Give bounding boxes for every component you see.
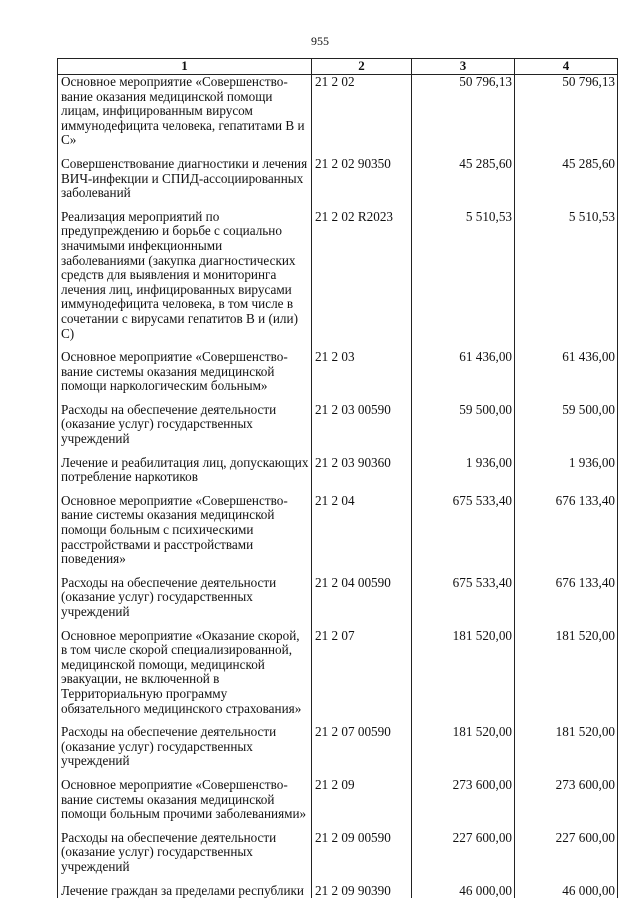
row-code-cell: 21 2 03 90360 [312, 456, 412, 485]
row-name-cell: Лечение и реабилитация лиц, допускающих потребление наркотиков [58, 456, 312, 485]
column-header-3: 3 [412, 59, 515, 75]
row-value-col3: 50 796,13 [412, 75, 515, 148]
row-name-cell: Основное мероприятие «Совершенство-вание системы оказания медицинской помощи наркологическим больным» [58, 350, 312, 394]
row-value-col3: 45 285,60 [412, 157, 515, 201]
table-row [58, 629, 618, 717]
row-value-col4: 45 285,60 [515, 157, 618, 201]
row-name-cell: Реализация мероприятий по предупреждению и борьбе с социально значимыми инфекционными заболеваниями (закупка диагностических средств для выявления и мониторинга лечения лиц, инфицированных вирусами иммунодефицита человека, в том числе в сочетании с вирусами гепатитов В и (или) С) [58, 210, 312, 341]
row-name-cell: Основное мероприятие «Совершенство-вание оказания медицинской помощи лицам, инфицированным вирусом иммунодефицита человека, гепатитами В и С» [58, 75, 312, 148]
row-value-col4: 50 796,13 [515, 75, 618, 148]
row-code-cell: 21 2 04 00590 [312, 576, 412, 620]
row-code-cell: 21 2 09 00590 [312, 831, 412, 875]
row-value-col3: 181 520,00 [412, 629, 515, 717]
row-name-cell: Расходы на обеспечение деятельности (оказание услуг) государственных учреждений [58, 576, 312, 620]
row-value-col4: 181 520,00 [515, 629, 618, 717]
table-row [58, 831, 618, 875]
column-header-2: 2 [312, 59, 412, 75]
column-header-4: 4 [515, 59, 618, 75]
row-code-cell: 21 2 02 [312, 75, 412, 148]
row-value-col4: 61 436,00 [515, 350, 618, 394]
table-row [58, 456, 618, 485]
row-code-cell: 21 2 03 00590 [312, 403, 412, 447]
row-value-col4: 1 936,00 [515, 456, 618, 485]
page-number: 955 [311, 34, 329, 48]
row-code-cell: 21 2 07 [312, 629, 412, 717]
table-body [58, 75, 618, 899]
table-row [58, 403, 618, 447]
row-value-col4: 676 133,40 [515, 494, 618, 567]
table-row [58, 778, 618, 822]
row-name-cell: Основное мероприятие «Совершенство-вание системы оказания медицинской помощи больным прочими заболеваниями» [58, 778, 312, 822]
table-row [58, 350, 618, 394]
row-name-cell: Расходы на обеспечение деятельности (оказание услуг) государственных учреждений [58, 831, 312, 875]
column-header-1: 1 [58, 59, 312, 75]
row-value-col3: 227 600,00 [412, 831, 515, 875]
row-code-cell: 21 2 02 90350 [312, 157, 412, 201]
budget-table [57, 58, 618, 898]
row-value-col3: 1 936,00 [412, 456, 515, 485]
row-value-col4: 59 500,00 [515, 403, 618, 447]
table-header [58, 59, 618, 75]
row-value-col3: 273 600,00 [412, 778, 515, 822]
row-value-col4: 676 133,40 [515, 576, 618, 620]
row-value-col4: 5 510,53 [515, 210, 618, 341]
row-value-col3: 675 533,40 [412, 494, 515, 567]
row-name-cell: Расходы на обеспечение деятельности (оказание услуг) государственных учреждений [58, 725, 312, 769]
table-row [58, 494, 618, 567]
row-name-cell: Основное мероприятие «Оказание скорой, в том числе скорой специализированной, медицинской помощи, медицинской эвакуации, не включенной в Территориальную программу обязательного медицинского страхования» [58, 629, 312, 717]
row-code-cell: 21 2 09 90390 [312, 884, 412, 899]
row-name-cell: Лечение граждан за пределами республики [58, 884, 312, 899]
table-row [58, 75, 618, 148]
row-value-col4: 273 600,00 [515, 778, 618, 822]
row-code-cell: 21 2 07 00590 [312, 725, 412, 769]
row-value-col3: 59 500,00 [412, 403, 515, 447]
table-row [58, 210, 618, 341]
table-row [58, 725, 618, 769]
table-row [58, 157, 618, 201]
row-name-cell: Основное мероприятие «Совершенство-вание системы оказания медицинской помощи больным с психическими расстройствами и расстройствами поведения» [58, 494, 312, 567]
row-value-col4: 46 000,00 [515, 884, 618, 899]
row-value-col3: 61 436,00 [412, 350, 515, 394]
table-row [58, 576, 618, 620]
row-value-col3: 46 000,00 [412, 884, 515, 899]
row-name-cell: Расходы на обеспечение деятельности (оказание услуг) государственных учреждений [58, 403, 312, 447]
table-row [58, 884, 618, 899]
row-code-cell: 21 2 04 [312, 494, 412, 567]
row-value-col4: 227 600,00 [515, 831, 618, 875]
row-value-col4: 181 520,00 [515, 725, 618, 769]
row-value-col3: 5 510,53 [412, 210, 515, 341]
row-name-cell: Совершенствование диагностики и лечения ВИЧ-инфекции и СПИД-ассоциированных заболеваний [58, 157, 312, 201]
row-code-cell: 21 2 09 [312, 778, 412, 822]
row-code-cell: 21 2 03 [312, 350, 412, 394]
row-value-col3: 675 533,40 [412, 576, 515, 620]
row-code-cell: 21 2 02 R2023 [312, 210, 412, 341]
row-value-col3: 181 520,00 [412, 725, 515, 769]
